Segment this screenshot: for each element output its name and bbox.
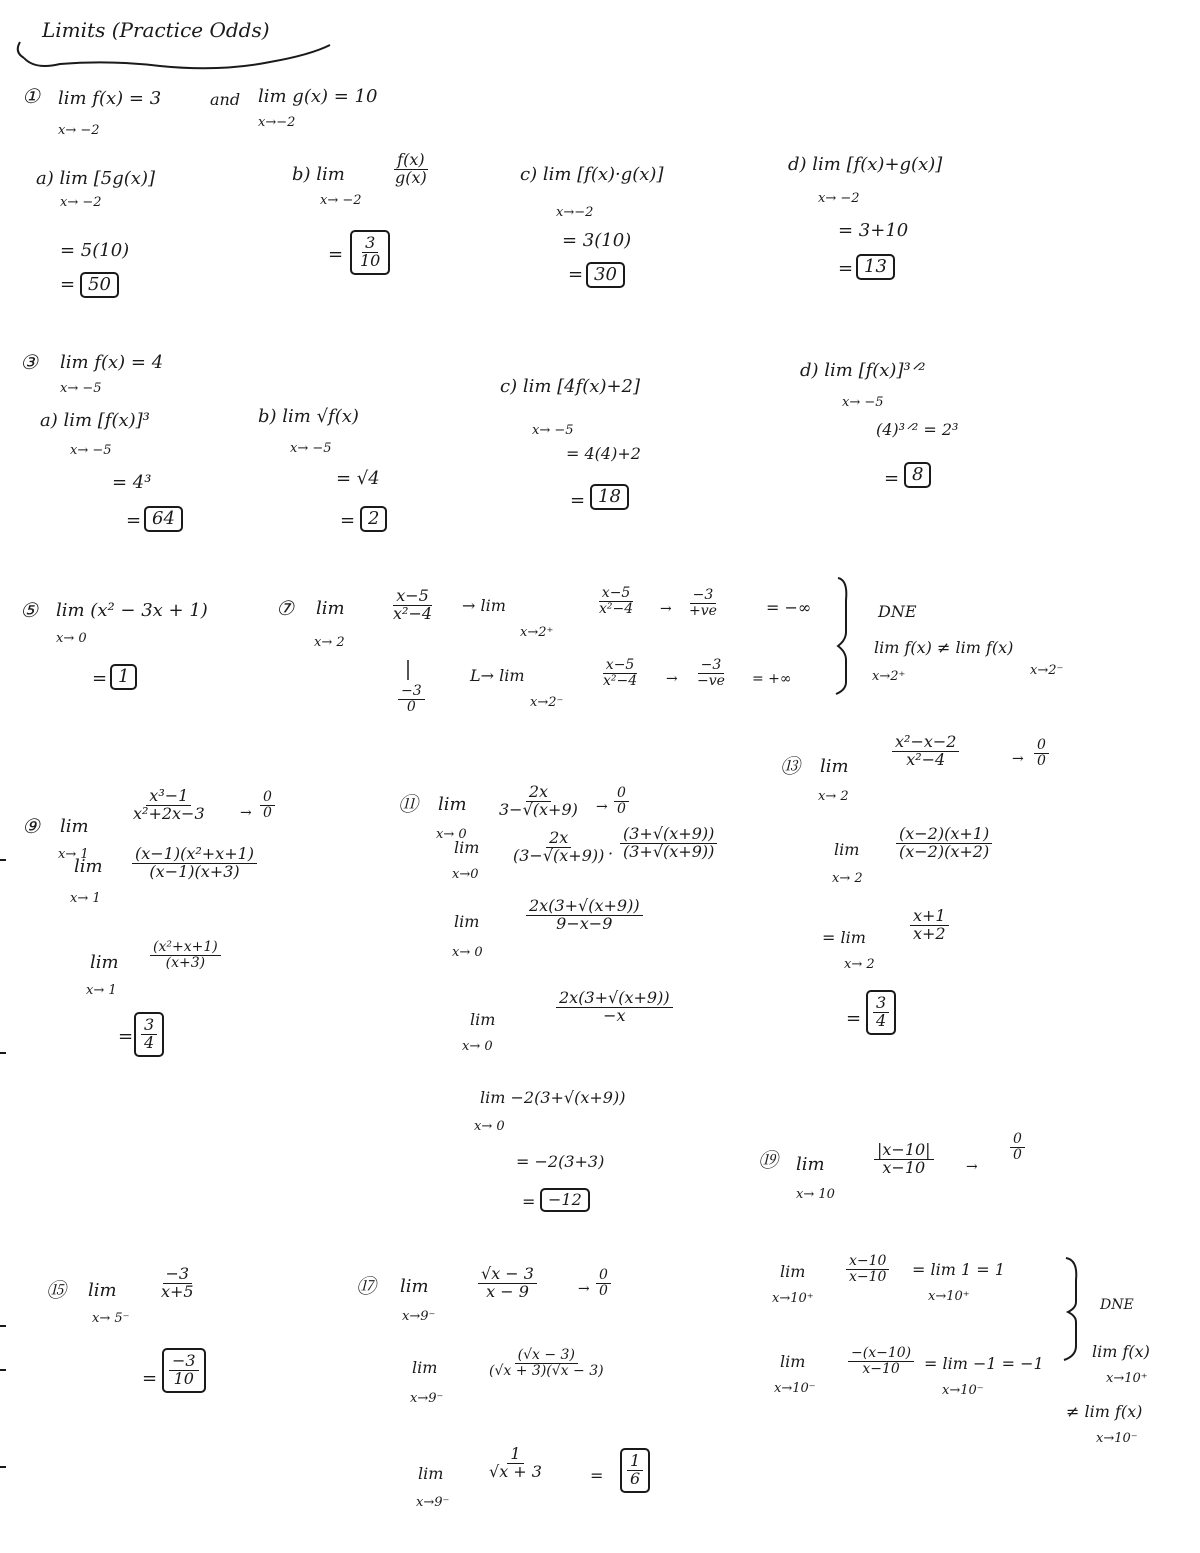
problem-19-right-result: = lim 1 = 1 — [912, 1260, 1005, 1279]
problem-5-number: ⑤ — [20, 598, 38, 622]
problem-17-answer: $\frac{1}{6}$ — [620, 1448, 650, 1493]
problem-1c-sub: x→−2 — [556, 205, 594, 220]
problem-3b-sub: x→ −5 — [290, 441, 332, 456]
problem-19-dne: DNE — [1100, 1297, 1134, 1313]
problem-17-conjugate: $\frac{(√x - 3)}{(√x + 3)(√x - 3)}$ — [489, 1347, 604, 1379]
problem-19-left-result: = lim −1 = −1 — [924, 1354, 1044, 1373]
problem-11-step-4: $\frac{2x(3+√(x+9))}{-x}$ — [556, 990, 673, 1025]
problem-17-lim: lim — [400, 1276, 429, 1297]
problem-7-arrow-fraction: $\frac{-3}{0}$ — [398, 684, 425, 714]
problem-3c-label: c) lim [4f(x)+2] — [500, 376, 641, 397]
problem-9-reduced: $\frac{\text{(x²+x+1)}}{(x+3)}$ — [150, 940, 221, 970]
problem-7-number: ⑦ — [276, 596, 294, 620]
problem-9-fraction: $\frac{\text{x³−1}}{\text{x²+2x−3}}$ — [133, 786, 205, 823]
problem-5-answer: 1 — [110, 664, 137, 690]
problem-7-right-fraction: $\frac{x-5}{\text{x²−4}}$ — [599, 585, 634, 617]
problem-15-answer: $\frac{-3}{10}$ — [162, 1348, 206, 1393]
problem-1-and: and — [210, 90, 241, 109]
problem-1a-step: = 5(10) — [60, 240, 130, 261]
problem-9-lim: lim — [60, 816, 89, 837]
problem-3d-label: d) lim [f(x)]³ᐟ² — [800, 360, 926, 381]
problem-3c-step: = 4(4)+2 — [566, 444, 641, 463]
problem-9-arrow-fraction: $\frac{0}{0}$ — [260, 790, 275, 820]
problem-1b-label: b) lim — [292, 164, 345, 185]
problem-13-arrow-fraction: $\frac{0}{0}$ — [1034, 738, 1049, 768]
problem-7-left-step: $\frac{-3}{-ve}$ — [697, 657, 725, 689]
problem-1-number: ① — [22, 84, 40, 108]
problem-11-answer: −12 — [540, 1188, 590, 1212]
problem-1-given-2: lim g(x) = 10 — [258, 86, 378, 107]
problem-3b-step: = √4 — [336, 468, 380, 489]
problem-13-answer: $\frac{3}{4}$ — [866, 990, 896, 1035]
problem-1a-answer: 50 — [80, 272, 119, 298]
problem-11-step-3: $\frac{2x(3+√(x+9))}{9-x-9}$ — [526, 898, 643, 933]
problem-13-fraction: $\frac{\text{x²−x−2}}{\text{x²−4}}$ — [892, 734, 959, 769]
problem-9-number: ⑨ — [22, 814, 40, 838]
problem-19-sub: x→ 10 — [796, 1187, 835, 1202]
problem-3c-answer: 18 — [590, 484, 629, 510]
problem-3b-answer: 2 — [360, 506, 387, 532]
problem-3d-step: (4)³ᐟ² = 2³ — [876, 420, 959, 439]
problem-9-answer: $\frac{3}{4}$ — [134, 1012, 164, 1057]
problem-19-lim: lim — [796, 1154, 825, 1175]
problem-19-left-fraction: $\frac{-(x-10)}{x-10}$ — [848, 1346, 914, 1376]
problem-3a-step: = 4³ — [112, 472, 152, 493]
problem-7-conclusion-sub-2: x→2⁻ — [1030, 663, 1064, 678]
problem-1c-step: = 3(10) — [562, 230, 632, 251]
problem-7-left-lim: L→ lim — [470, 666, 525, 685]
problem-3a-sub: x→ −5 — [70, 443, 112, 458]
problem-7-lim: lim — [316, 598, 345, 619]
problem-3c-sub: x→ −5 — [532, 423, 574, 438]
problem-7-left-sub: x→2⁻ — [530, 695, 564, 710]
problem-15-sub: x→ 5⁻ — [92, 1311, 130, 1326]
problem-1b-answer: $\frac{3}{10}$ — [350, 230, 390, 275]
problem-13-number: ⑬ — [780, 754, 800, 778]
problem-1-given-1: lim f(x) = 3 — [58, 88, 162, 109]
problem-17-arrow-fraction: $\frac{0}{0}$ — [596, 1268, 611, 1298]
problem-17-number: ⑰ — [356, 1274, 376, 1298]
problem-3-given-sub: x→ −5 — [60, 381, 102, 396]
problem-7-left-result: = +∞ — [752, 671, 792, 687]
problem-17-reduced: $\frac{1}{√x + 3}$ — [489, 1444, 542, 1481]
problem-13-factored: $\frac{(x-2)(x+1)}{(x-2)(x+2)}$ — [896, 826, 992, 861]
problem-3a-answer: 64 — [144, 506, 183, 532]
problem-7-sub: x→ 2 — [314, 635, 345, 650]
page-title: Limits (Practice Odds) — [42, 18, 270, 42]
problem-1b-sub: x→ −2 — [320, 193, 362, 208]
problem-7-conclusion: lim f(x) ≠ lim f(x) — [874, 638, 1014, 657]
problem-5-sub: x→ 0 — [56, 631, 87, 646]
problem-13-reduced: $\frac{x+1}{x+2}$ — [910, 908, 949, 943]
problem-11-conjugate-1: $\frac{2x}{(3-√(x+9))}$ — [513, 828, 605, 865]
problem-19-conclusion-2: ≠ lim f(x) — [1066, 1402, 1143, 1421]
problem-19-arrow-fraction: $\frac{0}{0}$ — [1010, 1132, 1025, 1162]
problem-7-right-lim: → lim — [462, 596, 506, 615]
problem-1d-sub: x→ −2 — [818, 191, 860, 206]
problem-1d-label: d) lim [f(x)+g(x)] — [788, 154, 943, 175]
problem-7-conclusion-sub-1: x→2⁺ — [872, 669, 906, 684]
problem-11-sub: x→ 0 — [436, 827, 467, 842]
problem-1b-fraction: $\frac{f(x)}{g(x)}$ — [395, 150, 427, 187]
problem-13-lim: lim — [820, 756, 849, 777]
problem-3d-sub: x→ −5 — [842, 395, 884, 410]
problem-19-fraction: $\frac{|x-10|}{x-10}$ — [874, 1142, 934, 1177]
problem-5-label: lim (x² − 3x + 1) — [56, 600, 208, 621]
problem-11-conjugate-2: $\frac{(3+√(x+9))}{(3+√(x+9))}$ — [620, 826, 717, 861]
problem-1c-label: c) lim [f(x)·g(x)] — [520, 164, 664, 185]
problem-19-number: ⑲ — [758, 1148, 778, 1172]
problem-1d-step: = 3+10 — [838, 220, 909, 241]
problem-11-arrow-fraction: $\frac{0}{0}$ — [614, 786, 629, 816]
problem-3d-answer: 8 — [904, 462, 931, 488]
homework-page: Limits (Practice Odds) ① lim f(x) = 3 x→ −2 and lim g(x) = 10 x→−2 a) lim [5g(x)] x→ −2 = 5(10) = 50 b) lim x→ −2 $\frac{f(x)}{g(x)}$ = $\frac{3}{10}$ c) lim [f(x)·g(x)] x→−2 = 3(10) = 30 d) lim [f(x)+g(x)] x→ −2 = 3+10 = 13 ③ lim f(x) = 4 x→ −5 a) lim [f(x)]³ x→ −5 = 4³ = 64 b) lim √f(x) x→ −5 = √4 = 2 c) lim [4f(x)+2] x→ −5 = 4(4)+2 = 18 d) lim [f(x)]³ᐟ² x→ −5 (4)³ᐟ² = 2³ = 8 ⑤ lim (x² − 3x + 1) x→ 0 = 1 ⑦ lim x→ 2 $\frac{x-5}{\text{x²−4}}$ $\frac{-3}{0}$ → lim x→2⁺ $\frac{x-5}{\text{x²−4}}$ → $\frac{-3}{+ve}$ = −∞ L→ lim x→2⁻ $\frac{x-5}{\text{x²−4}}$ → $\frac{-3}{-ve}$ = +∞ DNE lim f(x) ≠ lim f(x) x→2⁺ x→2⁻ ⑨ lim x→ 1 $\frac{\text{x³−1}}{\text{x²+2x−3}}$ → $\frac{0}{0}$ lim x→ 1 $\frac{\text{(x−1)(x²+x+1)}}{(x-1)(x+3)}$ lim x→ 1 $\frac{\text{(x²+x+1)}}{(x+3)}$ = $\frac{3}{4}$ ⑪ lim x→ 0 $\frac{2x}{3-√(x+9)}$ → $\frac{0}{0}$ lim x→0 $\frac{2x}{(3-√(x+9))}$ · $\frac{(3+√(x+9))}{(3+√(x+9))}$ lim x→ 0 $\frac{2x(3+√(x+9))}{9-x-9}$ lim x→ 0 $\frac{2x(3+√(x+9))}{-x}$ lim −2(3+√(x+9)) x→ 0 = −2(3+3) = −12 ⑬ lim x→ 2 $\frac{\text{x²−x−2}}{\text{x²−4}}$ → $\frac{0}{0}$ lim x→ 2 $\frac{(x-2)(x+1)}{(x-2)(x+2)}$ = lim x→ 2 $\frac{x+1}{x+2}$ = $\frac{3}{4}$ ⑮ lim x→ 5⁻ $\frac{-3}{x+5}$ = $\frac{-3}{10}$ ⑰ lim x→9⁻ $\frac{√x - 3}{x - 9}$ → $\frac{0}{0}$ lim x→9⁻ $\frac{(√x - 3)}{(√x + 3)(√x - 3)}$ lim x→9⁻ $\frac{1}{√x + 3}$ = $\frac{1}{6}$ ⑲ lim x→ 10 $\frac{|x-10|}{x-10}$ → $\frac{0}{0}$ lim x→10⁺ $\frac{x-10}{x-10}$ = lim 1 = 1 x→10⁺ lim x→10⁻ $\frac{-(x-10)}{x-10}$ = lim −1 = −1 x→10⁻ DNE lim f(x) x→10⁺ ≠ lim f(x) x→10⁻ — [0, 0, 1200, 1553]
problem-9-factored: $\frac{\text{(x−1)(x²+x+1)}}{(x-1)(x+3)}$ — [132, 846, 257, 881]
problem-15-number: ⑮ — [46, 1278, 66, 1302]
problem-3-given: lim f(x) = 4 — [60, 352, 164, 373]
problem-7-right-sub: x→2⁺ — [520, 625, 554, 640]
problem-3a-label: a) lim [f(x)]³ — [40, 410, 150, 431]
problem-3-number: ③ — [20, 350, 38, 374]
problem-11-fraction: $\frac{2x}{3-√(x+9)}$ — [499, 782, 578, 819]
problem-11-number: ⑪ — [398, 792, 418, 816]
problem-15-lim: lim — [88, 1280, 117, 1301]
problem-3b-label: b) lim √f(x) — [258, 406, 359, 427]
problem-7-right-step: $\frac{-3}{+ve}$ — [689, 587, 717, 619]
problem-1-given-2-sub: x→−2 — [258, 115, 296, 130]
problem-17-fraction: $\frac{√x - 3}{x - 9}$ — [478, 1266, 537, 1301]
problem-1d-answer: 13 — [856, 254, 895, 280]
problem-15-fraction: $\frac{-3}{x+5}$ — [161, 1264, 194, 1301]
problem-7-left-fraction: $\frac{x-5}{\text{x²−4}}$ — [603, 657, 638, 689]
problem-9-sub: x→ 1 — [58, 847, 89, 862]
problem-1c-answer: 30 — [586, 262, 625, 288]
problem-11-step-6: = −2(3+3) — [516, 1152, 605, 1171]
problem-19-right-fraction: $\frac{x-10}{x-10}$ — [846, 1254, 889, 1284]
problem-7-right-result: = −∞ — [766, 598, 812, 617]
problem-7-fraction: $\frac{x-5}{\text{x²−4}}$ — [393, 586, 433, 623]
problem-11-lim: lim — [438, 794, 467, 815]
problem-19-conclusion-1: lim f(x) — [1092, 1342, 1150, 1361]
problem-7-dne: DNE — [878, 602, 917, 621]
problem-13-sub: x→ 2 — [818, 789, 849, 804]
problem-1a-sub: x→ −2 — [60, 195, 102, 210]
problem-1-given-1-sub: x→ −2 — [58, 123, 100, 138]
problem-17-sub: x→9⁻ — [402, 1309, 436, 1324]
problem-1a-label: a) lim [5g(x)] — [36, 168, 155, 189]
